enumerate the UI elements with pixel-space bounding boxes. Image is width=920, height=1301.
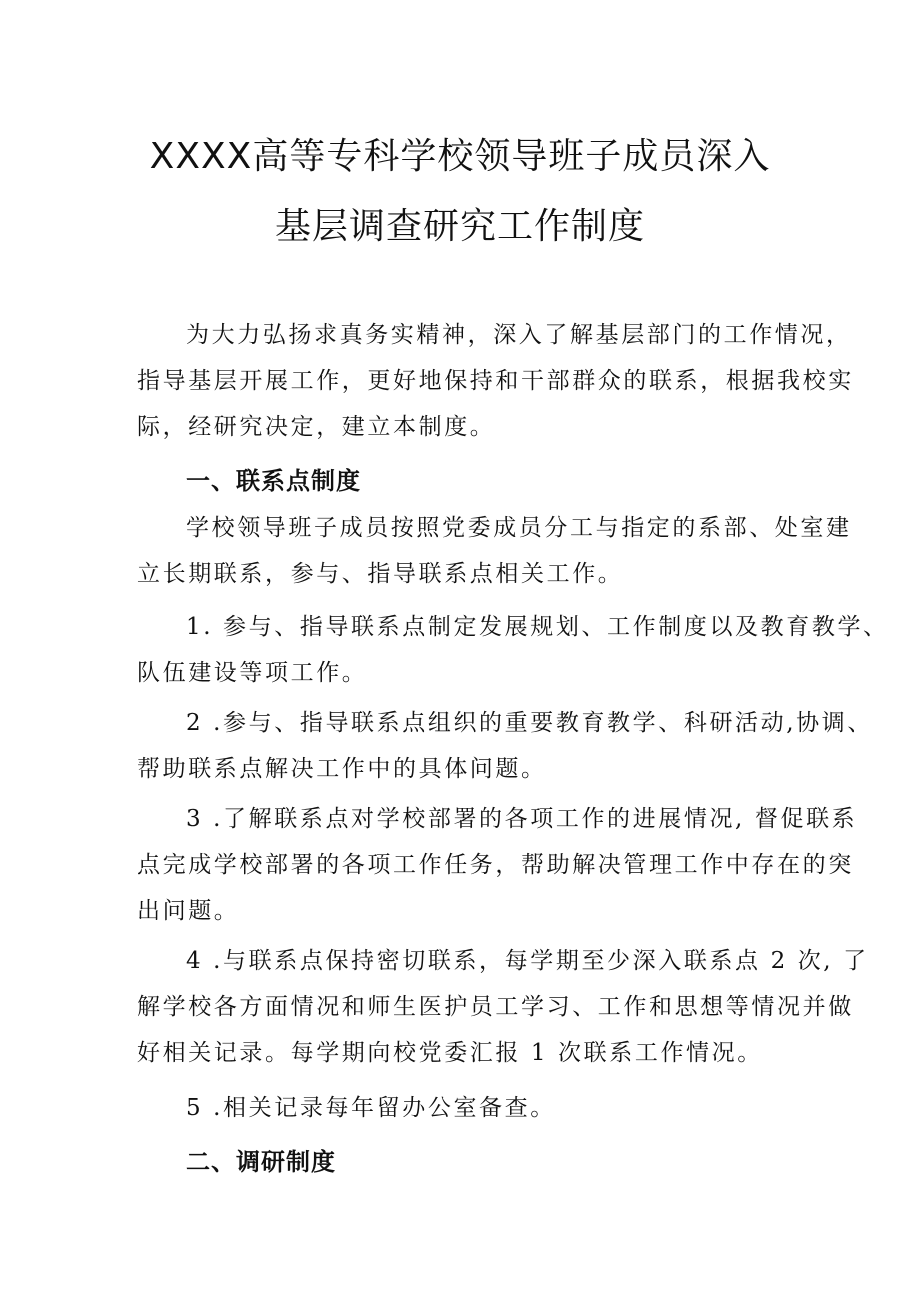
intro-line-3: 际，经研究决定，建立本制度。	[137, 414, 496, 440]
item-3-line-2: 点完成学校部署的各项工作任务，帮助解决管理工作中存在的突	[137, 852, 854, 878]
section-1-intro-line-1: 学校领导班子成员按照党委成员分工与指定的系部、处室建	[186, 515, 852, 541]
section-2-heading: 二、调研制度	[186, 1148, 336, 1176]
section-1-heading: 一、联系点制度	[186, 467, 361, 495]
document-title-line-1: XXXX高等专科学校领导班子成员深入	[149, 136, 771, 177]
item-2-line-1: 2 .参与、指导联系点组织的重要教育教学、科研活动,协调、	[186, 710, 873, 736]
item-5-paragraph	[137, 1085, 807, 1131]
item-4-line-1: 4 .与联系点保持密切联系，每学期至少深入联系点 2 次, 了	[186, 948, 869, 974]
item-3-line-1: 3 .了解联系点对学校部署的各项工作的进展情况, 督促联系	[186, 806, 858, 832]
document-title-line-2: 基层调查研究工作制度	[274, 206, 645, 247]
intro-line-1: 为大力弘扬求真务实精神，深入了解基层部门的工作情况，	[186, 322, 852, 348]
item-3-line-3: 出问题。	[137, 898, 240, 924]
section-1-intro-line-2: 立长期联系，参与、指导联系点相关工作。	[137, 561, 624, 587]
item-2-line-2: 帮助联系点解决工作中的具体问题。	[137, 756, 547, 782]
intro-paragraph	[137, 312, 854, 450]
item-2-paragraph	[137, 700, 873, 792]
item-1-line-2: 队伍建设等项工作。	[137, 660, 368, 686]
item-4-line-3: 好相关记录。每学期向校党委汇报 1 次联系工作情况。	[137, 1040, 763, 1066]
item-5-line-1: 5 .相关记录每年留办公室备查。	[186, 1095, 556, 1121]
item-4-paragraph	[137, 938, 869, 1076]
section-1-intro-paragraph	[137, 505, 852, 597]
item-1-paragraph	[137, 604, 889, 696]
item-1-line-1: 1. 参与、指导联系点制定发展规划、工作制度以及教育教学、	[186, 614, 889, 640]
intro-line-2: 指导基层开展工作，更好地保持和干部群众的联系，根据我校实	[137, 368, 854, 394]
item-3-paragraph	[137, 796, 858, 934]
item-4-line-2: 解学校各方面情况和师生医护员工学习、工作和思想等情况并做	[137, 994, 854, 1020]
